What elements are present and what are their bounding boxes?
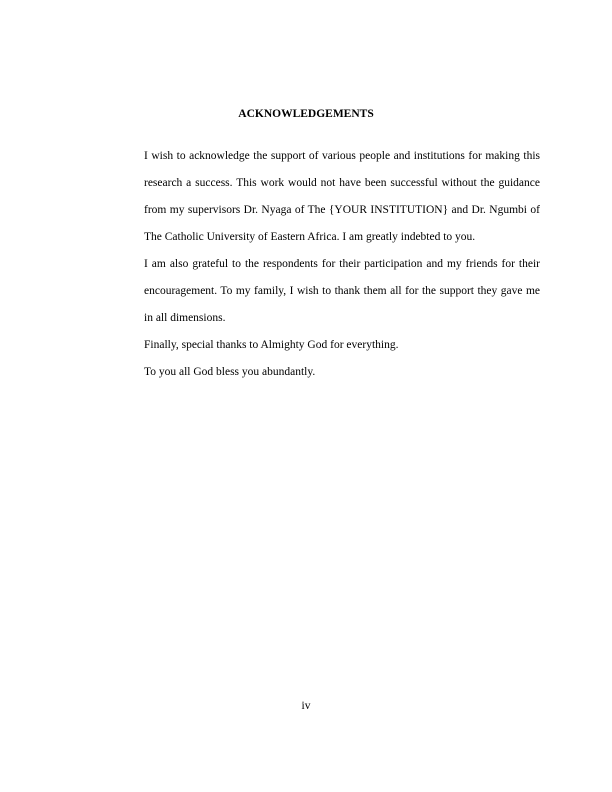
page-number: iv — [301, 700, 311, 712]
paragraph-thanks-god: Finally, special thanks to Almighty God for everything. — [144, 339, 399, 351]
paragraph-supervisors: I wish to acknowledge the support of various people and institutions for making this research a success. This work would not have been successful without the guidance from my supervisors Dr. Nyaga of The {YOUR INSTITUTION} and Dr. Ngumbi of The Catholic University of Eastern Africa. I am greatly indebted to you. — [144, 150, 540, 243]
page-title: ACKNOWLEDGEMENTS — [238, 108, 374, 120]
body-text — [144, 143, 540, 386]
paragraph-respondents-family: I am also grateful to the respondents for their participation and my friends for their encouragement. To my family, I wish to thank them all for the support they gave me in all dimensions. — [144, 258, 540, 324]
paragraph-blessing: To you all God bless you abundantly. — [144, 366, 316, 378]
